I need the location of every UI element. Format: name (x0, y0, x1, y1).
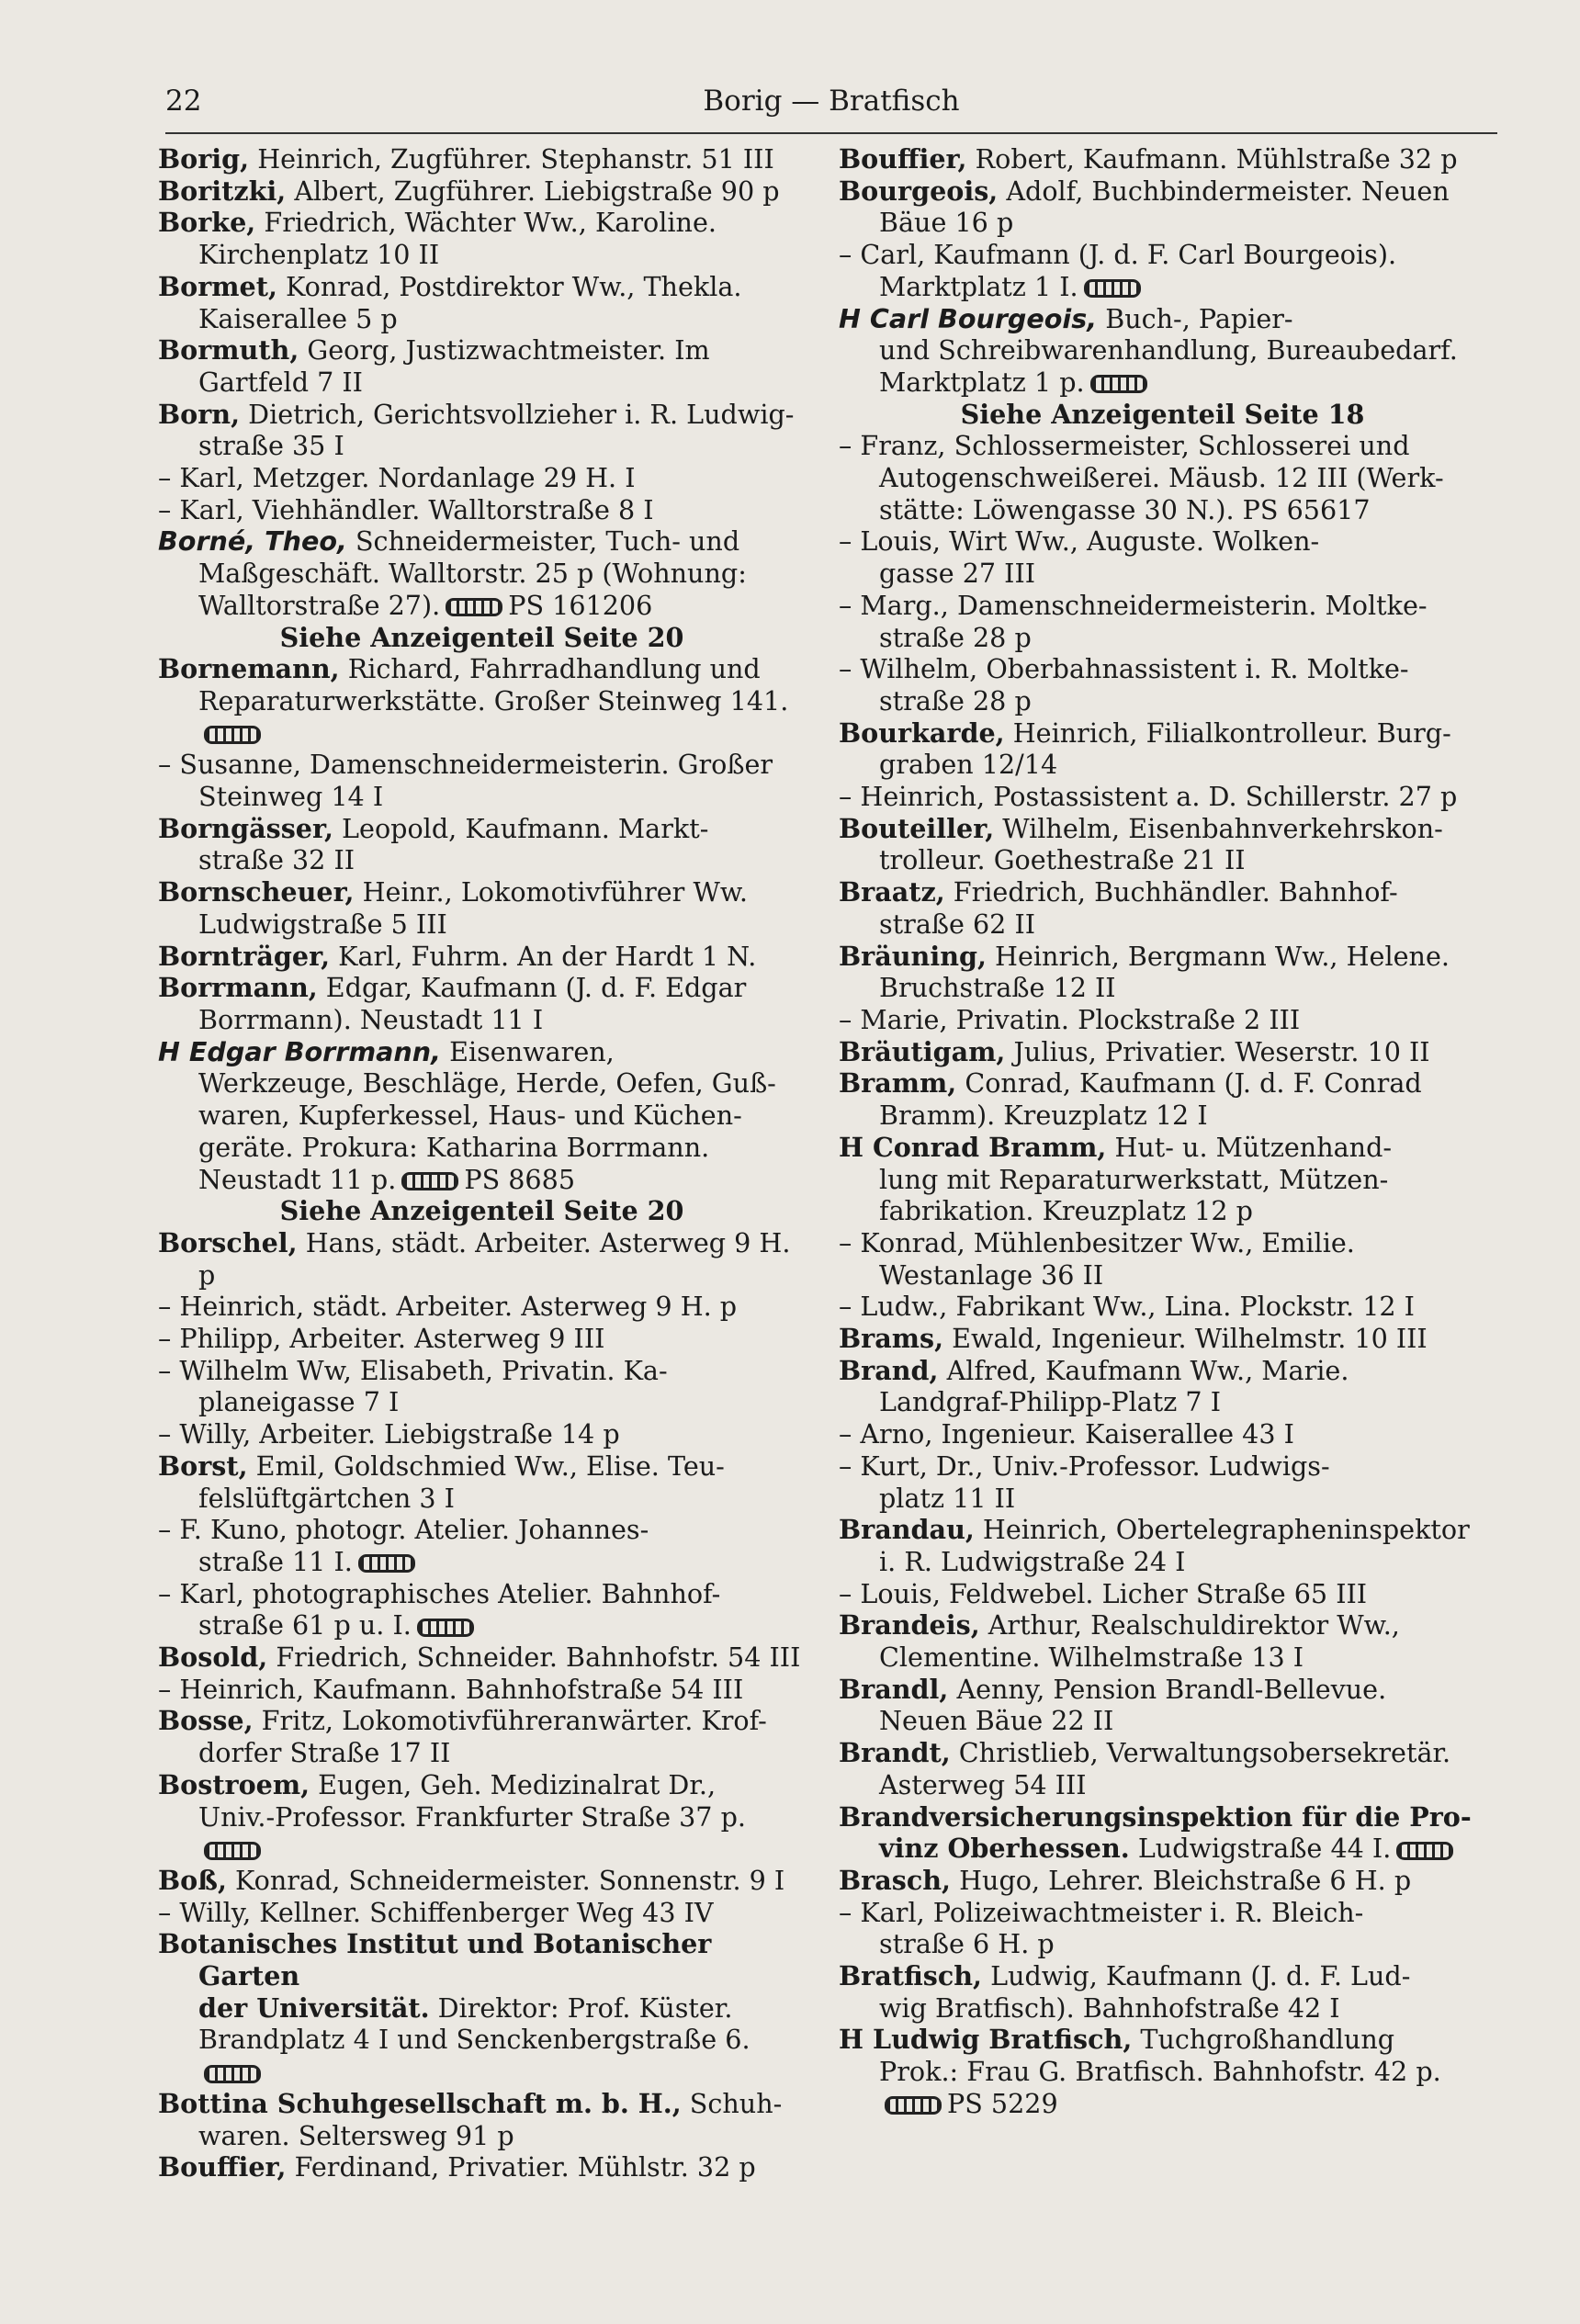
directory-entry (839, 1737, 1486, 1800)
directory-entry (158, 334, 806, 398)
entry-name: Bräutigam, (839, 1035, 1006, 1067)
directory-entry (158, 1641, 806, 1674)
entry-name: Bourkarde, (839, 716, 1005, 749)
entry-name: Bornemann, (158, 653, 340, 685)
directory-entry (158, 813, 806, 876)
entry-name: Bornscheuer, (158, 876, 355, 908)
entry-name: Boß, (158, 1864, 227, 1896)
entry-details: – Marg., Damenschneidermeisterin. Moltke- straße 28 p (839, 589, 1428, 653)
entry-details: Dietrich, Gerichtsvollzieher i. R. Ludwig- straße 35 I (198, 398, 795, 462)
directory-entry (839, 1865, 1486, 1897)
directory-entry (839, 1609, 1486, 1673)
entry-details: Heinrich, Zugführer. Stephanstr. 51 III (249, 143, 774, 175)
telephone-icon (417, 1619, 474, 1637)
entry-details: Friedrich, Buchhändler. Bahnhof- straße 62 II (879, 876, 1398, 940)
entry-details: Emil, Goldschmied Ww., Elise. Teu- felslüftgärtchen 3 I (198, 1450, 725, 1514)
advertisement-reference: Siehe Anzeigenteil Seite 20 (279, 1195, 684, 1227)
directory-entry (158, 2151, 806, 2183)
directory-entry (158, 1291, 806, 1323)
directory-entry (839, 941, 1486, 1004)
directory-entry (158, 525, 806, 621)
entry-details: – Arno, Ingenieur. Kaiserallee 43 I (839, 1418, 1294, 1450)
directory-entry (839, 876, 1486, 940)
entry-name: Botanisches Institut und Botanischer Garten der Universität. (158, 1928, 712, 2024)
firm-name: Borné, Theo, (158, 525, 347, 558)
entry-details: Robert, Kaufmann. Mühlstraße 32 p (966, 143, 1458, 175)
entry-details: – Willy, Arbeiter. Liebigstraße 14 p (158, 1418, 620, 1450)
entry-details: – Karl, photographisches Atelier. Bahnhof- straße 61 p u. I. (158, 1577, 721, 1641)
running-head: Borig — Bratfisch (703, 85, 960, 118)
entry-details: Konrad, Postdirektor Ww., Thekla. Kaiserallee 5 p (198, 270, 742, 334)
entry-details: Hugo, Lehrer. Bleichstraße 6 H. p (951, 1864, 1412, 1896)
directory-entry (839, 590, 1486, 653)
telephone-icon (204, 726, 261, 744)
directory-entry (158, 972, 806, 1035)
entry-name: Bräuning, (839, 940, 987, 972)
entry-details: – Susanne, Damenschneidermeisterin. Großer Steinweg 14 I (158, 749, 773, 813)
directory-entry (839, 175, 1486, 239)
directory-entry (839, 1801, 1486, 1865)
entry-details: Richard, Fahrradhandlung und Reparaturwerkstätte. Großer Steinweg 141. (198, 653, 789, 716)
entry-details: Arthur, Realschuldirektor Ww., Clementine. Wilhelmstraße 13 I (879, 1609, 1400, 1674)
entry-details: Konrad, Schneidermeister. Sonnenstr. 9 I (226, 1864, 785, 1896)
entry-details: – Franz, Schlossermeister, Schlosserei und Autogenschweißerei. Mäusb. 12 III (Werk- stätte: Löwengasse 30 N.). PS 65617 (839, 430, 1444, 525)
entry-details: – F. Kuno, photogr. Atelier. Johannes- straße 11 I. (158, 1514, 649, 1577)
entry-details: – Louis, Feldwebel. Licher Straße 65 III (839, 1577, 1368, 1609)
directory-entry (839, 781, 1486, 813)
directory-entry (158, 1897, 806, 1929)
entry-name: Borschel, (158, 1226, 298, 1258)
entry-name: Brand, (839, 1354, 939, 1386)
directory-entry (839, 2024, 1486, 2119)
advertisement-reference: Siehe Anzeigenteil Seite 20 (279, 621, 684, 653)
telephone-icon (401, 1172, 458, 1190)
directory-entry (839, 1004, 1486, 1036)
entry-name: Borngässer, (158, 812, 333, 844)
telephone-icon (1084, 279, 1141, 298)
entry-name: Bornträger, (158, 940, 331, 972)
directory-entry (839, 1674, 1486, 1737)
directory-entry (839, 430, 1486, 525)
telephone-icon (358, 1554, 415, 1573)
entry-details: Ferdinand, Privatier. Mühlstr. 32 p (286, 2151, 756, 2183)
directory-entry (839, 143, 1486, 175)
directory-entry (839, 1067, 1486, 1131)
entry-details: Fritz, Lokomotivführeranwärter. Krof- dorfer Straße 17 II (198, 1705, 767, 1769)
entry-details: – Kurt, Dr., Univ.-Professor. Ludwigs- platz 11 II (839, 1450, 1330, 1514)
telephone-icon (885, 2096, 942, 2115)
directory-entry (158, 1514, 806, 1577)
entry-name: Borst, (158, 1450, 248, 1482)
directory-entry (839, 1291, 1486, 1323)
entry-details: Friedrich, Schneider. Bahnhofstr. 54 III (267, 1641, 801, 1674)
entry-details: Hut- u. Mützenhand- lung mit Reparaturwerkstatt, Mützen- fabrikation. Kreuzplatz 12 p (879, 1131, 1393, 1227)
entry-details: – Ludw., Fabrikant Ww., Lina. Plockstr. 12 I (839, 1291, 1415, 1323)
advertisement-reference: Siehe Anzeigenteil Seite 18 (960, 398, 1365, 430)
entry-details: Hans, städt. Arbeiter. Asterweg 9 H. p (198, 1226, 791, 1291)
entry-name: Bostroem, (158, 1768, 310, 1800)
page-number: 22 (165, 85, 202, 118)
entry-name: Bormet, (158, 270, 277, 302)
directory-entry (839, 239, 1486, 302)
directory-entry (158, 462, 806, 494)
entry-details: Christlieb, Verwaltungsobersekretär. Asterweg 54 III (879, 1737, 1451, 1800)
entry-name: Bouffier, (158, 2151, 287, 2183)
entry-name: Bratfisch, (839, 1960, 983, 1992)
directory-entry (158, 175, 806, 208)
entry-details: Julius, Privatier. Weserstr. 10 II (1005, 1035, 1430, 1067)
directory-entry (839, 1960, 1486, 2024)
directory-entry (158, 1036, 806, 1196)
entry-details: Eugen, Geh. Medizinalrat Dr., Univ.-Professor. Frankfurter Straße 37 p. (198, 1768, 746, 1833)
entry-name: Bottina Schuhgesellschaft m. b. H., (158, 2087, 682, 2119)
entry-details: – Heinrich, Postassistent a. D. Schillerstr. 27 p (839, 781, 1458, 813)
directory-entry (158, 207, 806, 270)
entry-details: Friedrich, Wächter Ww., Karoline. Kirchenplatz 10 II (198, 207, 717, 271)
phone-number: PS 8685 (464, 1163, 576, 1195)
entry-details: Adolf, Buchbindermeister. Neuen Bäue 16 p (879, 175, 1450, 239)
directory-entry (839, 1514, 1486, 1577)
directory-entry (839, 1578, 1486, 1610)
entry-details: Wilhelm, Eisenbahnverkehrskon- trolleur. Goethestraße 21 II (879, 812, 1443, 876)
directory-entry (158, 271, 806, 334)
entry-name: Bormuth, (158, 334, 299, 367)
page-header (165, 85, 1497, 134)
entry-name: H Conrad Bramm, (839, 1131, 1107, 1163)
directory-entry (839, 1897, 1486, 1960)
directory-entry (839, 1418, 1486, 1450)
directory-entry (158, 1928, 806, 2088)
entry-details: Heinrich, Obertelegrapheninspektor i. R. Ludwigstraße 24 I (879, 1514, 1470, 1577)
phone-number: PS 161206 (508, 589, 653, 621)
entry-details: Schuh- waren. Seltersweg 91 p (198, 2087, 783, 2151)
right-column (839, 143, 1486, 2120)
directory-entry (839, 813, 1486, 876)
directory-entry (839, 525, 1486, 589)
entry-details: Buch-, Papier- und Schreibwarenhandlung, Bureaubedarf. Marktplatz 1 p. (879, 302, 1458, 398)
entry-name: Brams, (839, 1323, 944, 1355)
entry-details: Ludwig, Kaufmann (J. d. F. Lud- wig Bratfisch). Bahnhofstraße 42 I (879, 1960, 1411, 2024)
directory-entry (158, 494, 806, 526)
entry-name: Bouffier, (839, 143, 967, 175)
phone-number: PS 5229 (947, 2087, 1058, 2119)
entry-details: – Heinrich, städt. Arbeiter. Asterweg 9 H. p (158, 1291, 738, 1323)
entry-name: Braatz, (839, 876, 945, 908)
directory-entry (158, 143, 806, 175)
entry-details: Edgar, Kaufmann (J. d. F. Edgar Borrmann). Neustadt 11 I (198, 972, 747, 1035)
entry-name: Bourgeois, (839, 175, 999, 207)
directory-entry (158, 1418, 806, 1450)
directory-entry (839, 303, 1486, 399)
firm-name: H Edgar Borrmann, (158, 1035, 442, 1067)
entry-details: Aenny, Pension Brandl-Bellevue. Neuen Bäue 22 II (879, 1673, 1387, 1737)
directory-entry (839, 1132, 1486, 1227)
directory-entry (158, 399, 806, 462)
entry-details: Direktor: Prof. Küster. Brandplatz 4 I und Senckenbergstraße 6. (198, 1991, 750, 2056)
entry-name: Brandeis, (839, 1609, 980, 1641)
entry-details: – Louis, Wirt Ww., Auguste. Wolken- gasse 27 III (839, 525, 1320, 590)
entry-details: Ewald, Ingenieur. Wilhelmstr. 10 III (943, 1323, 1428, 1355)
directory-entry (839, 1323, 1486, 1355)
entry-details: – Karl, Polizeiwachtmeister i. R. Bleich- straße 6 H. p (839, 1896, 1364, 1960)
entry-name: Bramm, (839, 1067, 957, 1100)
entry-details: Schneidermeister, Tuch- und Maßgeschäft. Walltorstr. 25 p (Wohnung: Walltorstraße 27). (198, 525, 747, 621)
entry-name: Brandl, (839, 1673, 949, 1705)
entry-name: Boritzki, (158, 175, 287, 207)
left-column (158, 143, 806, 2183)
entry-name: H Ludwig Bratfisch, (839, 2024, 1133, 2056)
entry-details: Conrad, Kaufmann (J. d. F. Conrad Bramm). Kreuzplatz 12 I (879, 1067, 1422, 1132)
directory-entry (158, 1674, 806, 1706)
directory-entry (158, 1769, 806, 1865)
entry-details: Tuchgroßhandlung Prok.: Frau G. Bratfisch. Bahnhofstr. 42 p. (879, 2024, 1441, 2088)
entry-details: Leopold, Kaufmann. Markt- straße 32 II (198, 812, 709, 876)
entry-name: Borrmann, (158, 972, 318, 1004)
entry-details: – Willy, Kellner. Schiffenberger Weg 43 IV (158, 1896, 714, 1928)
entry-details: – Wilhelm Ww, Elisabeth, Privatin. Ka- planeigasse 7 I (158, 1354, 668, 1418)
entry-details: Albert, Zugführer. Liebigstraße 90 p (286, 175, 780, 207)
entry-details: Heinrich, Bergmann Ww., Helene. Bruchstraße 12 II (879, 940, 1450, 1004)
entry-details: Ludwigstraße 44 I. (1129, 1833, 1392, 1865)
telephone-icon (1090, 375, 1147, 393)
directory-entry (158, 2088, 806, 2151)
entry-details: Georg, Justizwachtmeister. Im Gartfeld 7 II (198, 334, 710, 398)
entry-name: Brandau, (839, 1514, 975, 1546)
directory-entry (158, 1323, 806, 1355)
telephone-icon (446, 598, 502, 616)
telephone-icon (204, 2065, 261, 2083)
entry-details: Karl, Fuhrm. An der Hardt 1 N. (330, 940, 757, 972)
entry-details: – Heinrich, Kaufmann. Bahnhofstraße 54 III (158, 1673, 744, 1705)
entry-details: – Konrad, Mühlenbesitzer Ww., Emilie. Westanlage 36 II (839, 1226, 1355, 1291)
telephone-icon (1396, 1842, 1453, 1860)
entry-name: Brandt, (839, 1737, 951, 1769)
entry-details: – Karl, Viehhändler. Walltorstraße 8 I (158, 493, 654, 525)
entry-details: – Philipp, Arbeiter. Asterweg 9 III (158, 1323, 605, 1355)
entry-name: Brasch, (839, 1864, 952, 1896)
directory-entry (839, 717, 1486, 781)
directory-entry (839, 1355, 1486, 1418)
entry-details: Heinrich, Filialkontrolleur. Burg- graben 12/14 (879, 716, 1451, 781)
directory-entry (158, 1450, 806, 1514)
entry-details: – Marie, Privatin. Plockstraße 2 III (839, 1003, 1301, 1035)
directory-entry (158, 1355, 806, 1418)
directory-entry (158, 1865, 806, 1897)
entry-name: Borig, (158, 143, 250, 175)
directory-entry (839, 1036, 1486, 1068)
directory-entry (839, 1227, 1486, 1291)
entry-name: Bouteiller, (839, 812, 995, 844)
entry-name: Borke, (158, 207, 256, 239)
directory-entry (839, 1450, 1486, 1514)
directory-entry (158, 876, 806, 940)
entry-details: – Wilhelm, Oberbahnassistent i. R. Moltke- straße 28 p (839, 653, 1409, 716)
entry-details: – Carl, Kaufmann (J. d. F. Carl Bourgeois). Marktplatz 1 I. (839, 239, 1397, 302)
directory-entry (158, 1705, 806, 1768)
entry-details: – Karl, Metzger. Nordanlage 29 H. I (158, 462, 636, 494)
directory-entry (158, 1227, 806, 1291)
entry-details: Heinr., Lokomotivführer Ww. Ludwigstraße 5 III (198, 876, 749, 940)
entry-details: Eisenwaren, Werkzeuge, Beschläge, Herde, Oefen, Guß- waren, Kupferkessel, Haus- und Küchen- geräte. Prokura: Katharina Borrmann. Neustadt 11 p. (198, 1035, 776, 1195)
entry-name: Born, (158, 398, 241, 430)
firm-name: H Carl Bourgeois, (839, 302, 1098, 334)
telephone-icon (204, 1842, 261, 1860)
directory-entry (158, 749, 806, 812)
entry-name: Bosold, (158, 1641, 268, 1674)
entry-name: Brandversicherungsinspektion für die Pro- vinz Oberhessen. (839, 1800, 1472, 1865)
entry-name: Bosse, (158, 1705, 254, 1737)
directory-entry (158, 1578, 806, 1641)
directory-entry (158, 653, 806, 749)
directory-entry (158, 941, 806, 973)
directory-entry (839, 653, 1486, 716)
entry-details: Alfred, Kaufmann Ww., Marie. Landgraf-Philipp-Platz 7 I (879, 1354, 1349, 1418)
